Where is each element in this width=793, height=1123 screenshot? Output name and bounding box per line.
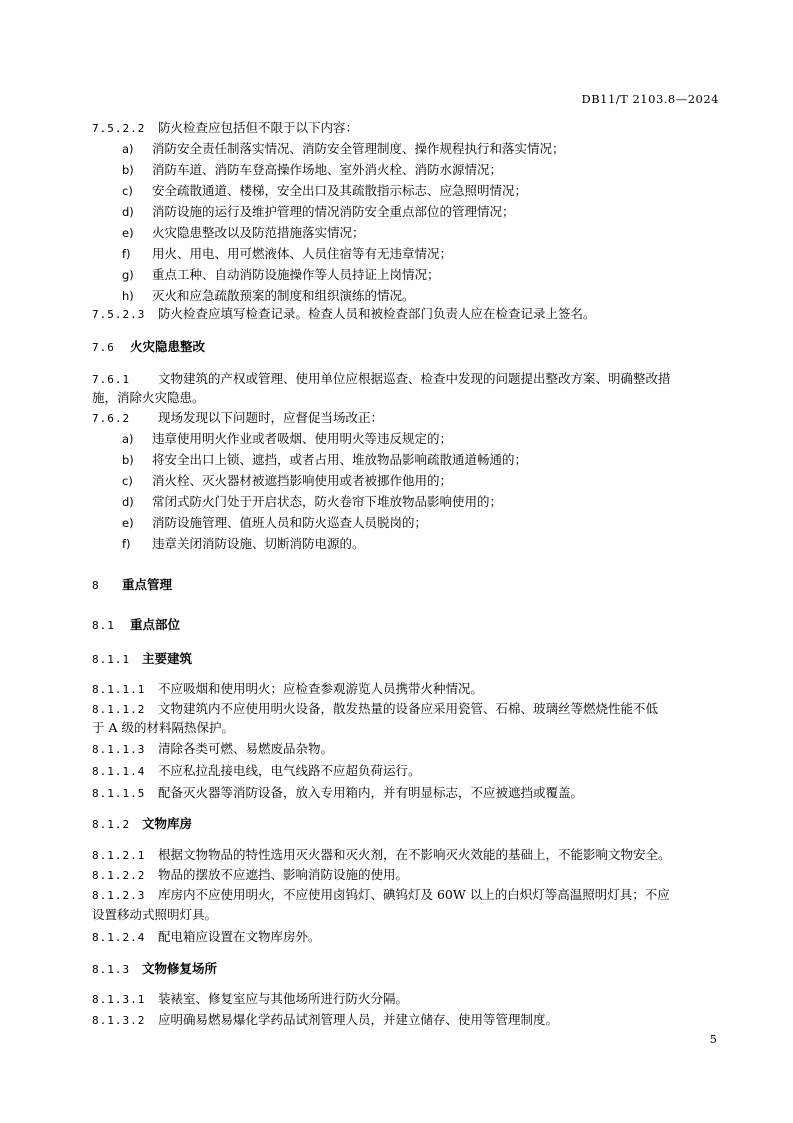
section-title: 重点管理 <box>122 577 173 592</box>
clause-line <box>92 699 722 720</box>
list-item-text: 重点工种、自动消防设施操作等人员持证上岗情况； <box>152 267 440 282</box>
list-item <box>122 450 752 470</box>
list-item-letter: a) <box>122 142 134 156</box>
clause-text: 防火检查应填写检查记录。检查人员和被检查部门负责人应在检查记录上签名。 <box>158 306 596 321</box>
list-item-letter: b) <box>122 453 134 467</box>
clause-text: 清除各类可燃、易燃废品杂物。 <box>158 741 334 756</box>
section-number: 7.6 <box>92 341 115 354</box>
section-heading <box>92 575 722 596</box>
list-item <box>122 160 752 180</box>
clause-text: 物品的摆放不应遮挡、影响消防设施的使用。 <box>158 867 409 882</box>
list-item-letter: g) <box>122 268 134 282</box>
clause-text: 根据文物物品的特性选用灭火器和灭火剂，在不影响灭火效能的基础上，不能影响文物安全。 <box>158 847 671 862</box>
list-item-letter: a) <box>122 432 134 446</box>
list-item-letter: d) <box>122 205 134 219</box>
clause-line <box>92 369 722 390</box>
clause-text: 配备灭火器等消防设备，放入专用箱内，并有明显标志，不应被遮挡或覆盖。 <box>158 785 584 800</box>
clause-line <box>92 845 722 866</box>
clause-line <box>92 1010 722 1031</box>
clause-line <box>92 408 722 429</box>
clause-line <box>92 761 722 782</box>
section-heading <box>92 615 722 636</box>
clause-number: 8.1.1.3 <box>92 743 146 756</box>
list-item <box>122 534 752 554</box>
section-heading <box>92 337 722 358</box>
paragraph-continuation: 设置移动式照明灯具。 <box>92 907 218 922</box>
paragraph-continuation: 于 A 级的材料隔热保护。 <box>92 720 234 735</box>
list-item-text: 灭火和应急疏散预案的制度和组织演练的情况。 <box>152 288 415 303</box>
clause-number: 8.1.2.4 <box>92 931 146 944</box>
section-heading <box>92 959 722 980</box>
clause-text: 文物建筑的产权或管理、使用单位应根据巡查、检查中发现的问题提出整改方案、明确整改措 <box>158 371 671 386</box>
clause-number: 8.1.2.3 <box>92 889 146 902</box>
clause-line <box>92 989 722 1010</box>
list-item-text: 常闭式防火门处于开启状态，防火卷帘下堆放物品影响使用的； <box>152 494 503 509</box>
list-item <box>122 471 752 491</box>
clause-line <box>92 927 722 948</box>
list-item-letter: e) <box>122 226 134 240</box>
list-item-text: 违章使用明火作业或者吸烟、使用明火等违反规定的； <box>152 431 453 446</box>
clause-text: 文物建筑内不应使用明火设备，散发热量的设备应采用瓷管、石棉、玻璃丝等燃烧性能不低 <box>158 701 659 716</box>
clause-line <box>92 885 722 906</box>
list-item <box>122 513 752 533</box>
clause-text: 现场发现以下问题时，应督促当场改正： <box>158 410 384 425</box>
list-item-text: 消防车道、消防车登高操作场地、室外消火栓、消防水源情况； <box>152 162 503 177</box>
section-title: 文物库房 <box>142 816 193 831</box>
clause-number: 8.1.1.1 <box>92 683 146 696</box>
section-heading <box>92 814 722 835</box>
list-item <box>122 181 752 201</box>
clause-text: 防火检查应包括但不限于以下内容： <box>158 120 359 135</box>
clause-line <box>92 783 722 804</box>
clause-number: 8.1.3.1 <box>92 993 146 1006</box>
clause-text: 库房内不应使用明火，不应使用卤钨灯、碘钨灯及 60W 以上的白炽灯等高温照明灯具；不应 <box>158 887 670 902</box>
list-item-text: 将安全出口上锁、遮挡，或者占用、堆放物品影响疏散通道畅通的； <box>152 452 528 467</box>
section-heading <box>92 649 722 670</box>
paragraph-continuation: 施，消除火灾隐患。 <box>92 390 205 405</box>
section-number: 8.1 <box>92 619 115 632</box>
clause-number: 7.6.2 <box>92 412 131 425</box>
clause-number: 8.1.1.4 <box>92 765 146 778</box>
clause-number: 8.1.2.2 <box>92 869 146 882</box>
list-item <box>122 202 752 222</box>
list-item <box>122 492 752 512</box>
list-item-text: 安全疏散通道、楼梯，安全出口及其疏散指示标志、应急照明情况； <box>152 183 528 198</box>
clause-number: 7.5.2.3 <box>92 308 146 321</box>
document-code: DB11/T 2103.8—2024 <box>581 92 719 106</box>
clause-text: 不应吸烟和使用明火；应检查参观游览人员携带火种情况。 <box>158 681 484 696</box>
clause-line <box>92 679 722 700</box>
clause-number: 8.1.3.2 <box>92 1014 146 1027</box>
list-item <box>122 429 752 449</box>
list-item-letter: d) <box>122 495 134 509</box>
list-item-text: 消防设施管理、值班人员和防火巡查人员脱岗的； <box>152 515 428 530</box>
list-item-letter: f) <box>122 247 131 261</box>
list-item-text: 违章关闭消防设施、切断消防电源的。 <box>152 536 365 551</box>
clause-text: 配电箱应设置在文物库房外。 <box>158 929 321 944</box>
section-title: 主要建筑 <box>142 651 193 666</box>
section-number: 8.1.3 <box>92 963 131 976</box>
clause-line <box>92 304 722 325</box>
list-item-letter: c) <box>122 184 133 198</box>
clause-text: 不应私拉乱接电线，电气线路不应超负荷运行。 <box>158 763 421 778</box>
clause-line <box>92 865 722 886</box>
clause-number: 8.1.1.2 <box>92 703 146 716</box>
list-item-text: 消火栓、灭火器材被遮挡影响使用或者被挪作他用的； <box>152 473 453 488</box>
list-item-letter: f) <box>122 537 131 551</box>
section-title: 火灾隐患整改 <box>130 339 206 354</box>
clause-text: 应明确易燃易爆化学药品试剂管理人员，并建立储存、使用等管理制度。 <box>158 1012 559 1027</box>
clause-number: 7.5.2.2 <box>92 122 146 135</box>
section-number: 8 <box>92 579 100 592</box>
list-item <box>122 286 752 306</box>
list-item-letter: h) <box>122 289 134 303</box>
list-item <box>122 223 752 243</box>
list-item-text: 消防设施的运行及维护管理的情况消防安全重点部位的管理情况； <box>152 204 515 219</box>
clause-line <box>92 739 722 760</box>
clause-number: 7.6.1 <box>92 373 131 386</box>
list-item <box>122 244 752 264</box>
list-item <box>122 139 752 159</box>
list-item-letter: e) <box>122 516 134 530</box>
list-item-letter: b) <box>122 163 134 177</box>
section-title: 文物修复场所 <box>142 961 218 976</box>
clause-number: 8.1.1.5 <box>92 787 146 800</box>
section-number: 8.1.1 <box>92 653 131 666</box>
list-item-text: 用火、用电、用可燃液体、人员住宿等有无违章情况； <box>152 246 453 261</box>
section-number: 8.1.2 <box>92 818 131 831</box>
page-number: 5 <box>709 1032 717 1046</box>
clause-text: 装裱室、修复室应与其他场所进行防火分隔。 <box>158 991 409 1006</box>
clause-number: 8.1.2.1 <box>92 849 146 862</box>
list-item <box>122 265 752 285</box>
clause-line <box>92 118 722 139</box>
list-item-letter: c) <box>122 474 133 488</box>
list-item-text: 消防安全责任制落实情况、消防安全管理制度、操作规程执行和落实情况； <box>152 141 565 156</box>
list-item-text: 火灾隐患整改以及防范措施落实情况； <box>152 225 365 240</box>
section-title: 重点部位 <box>130 617 181 632</box>
